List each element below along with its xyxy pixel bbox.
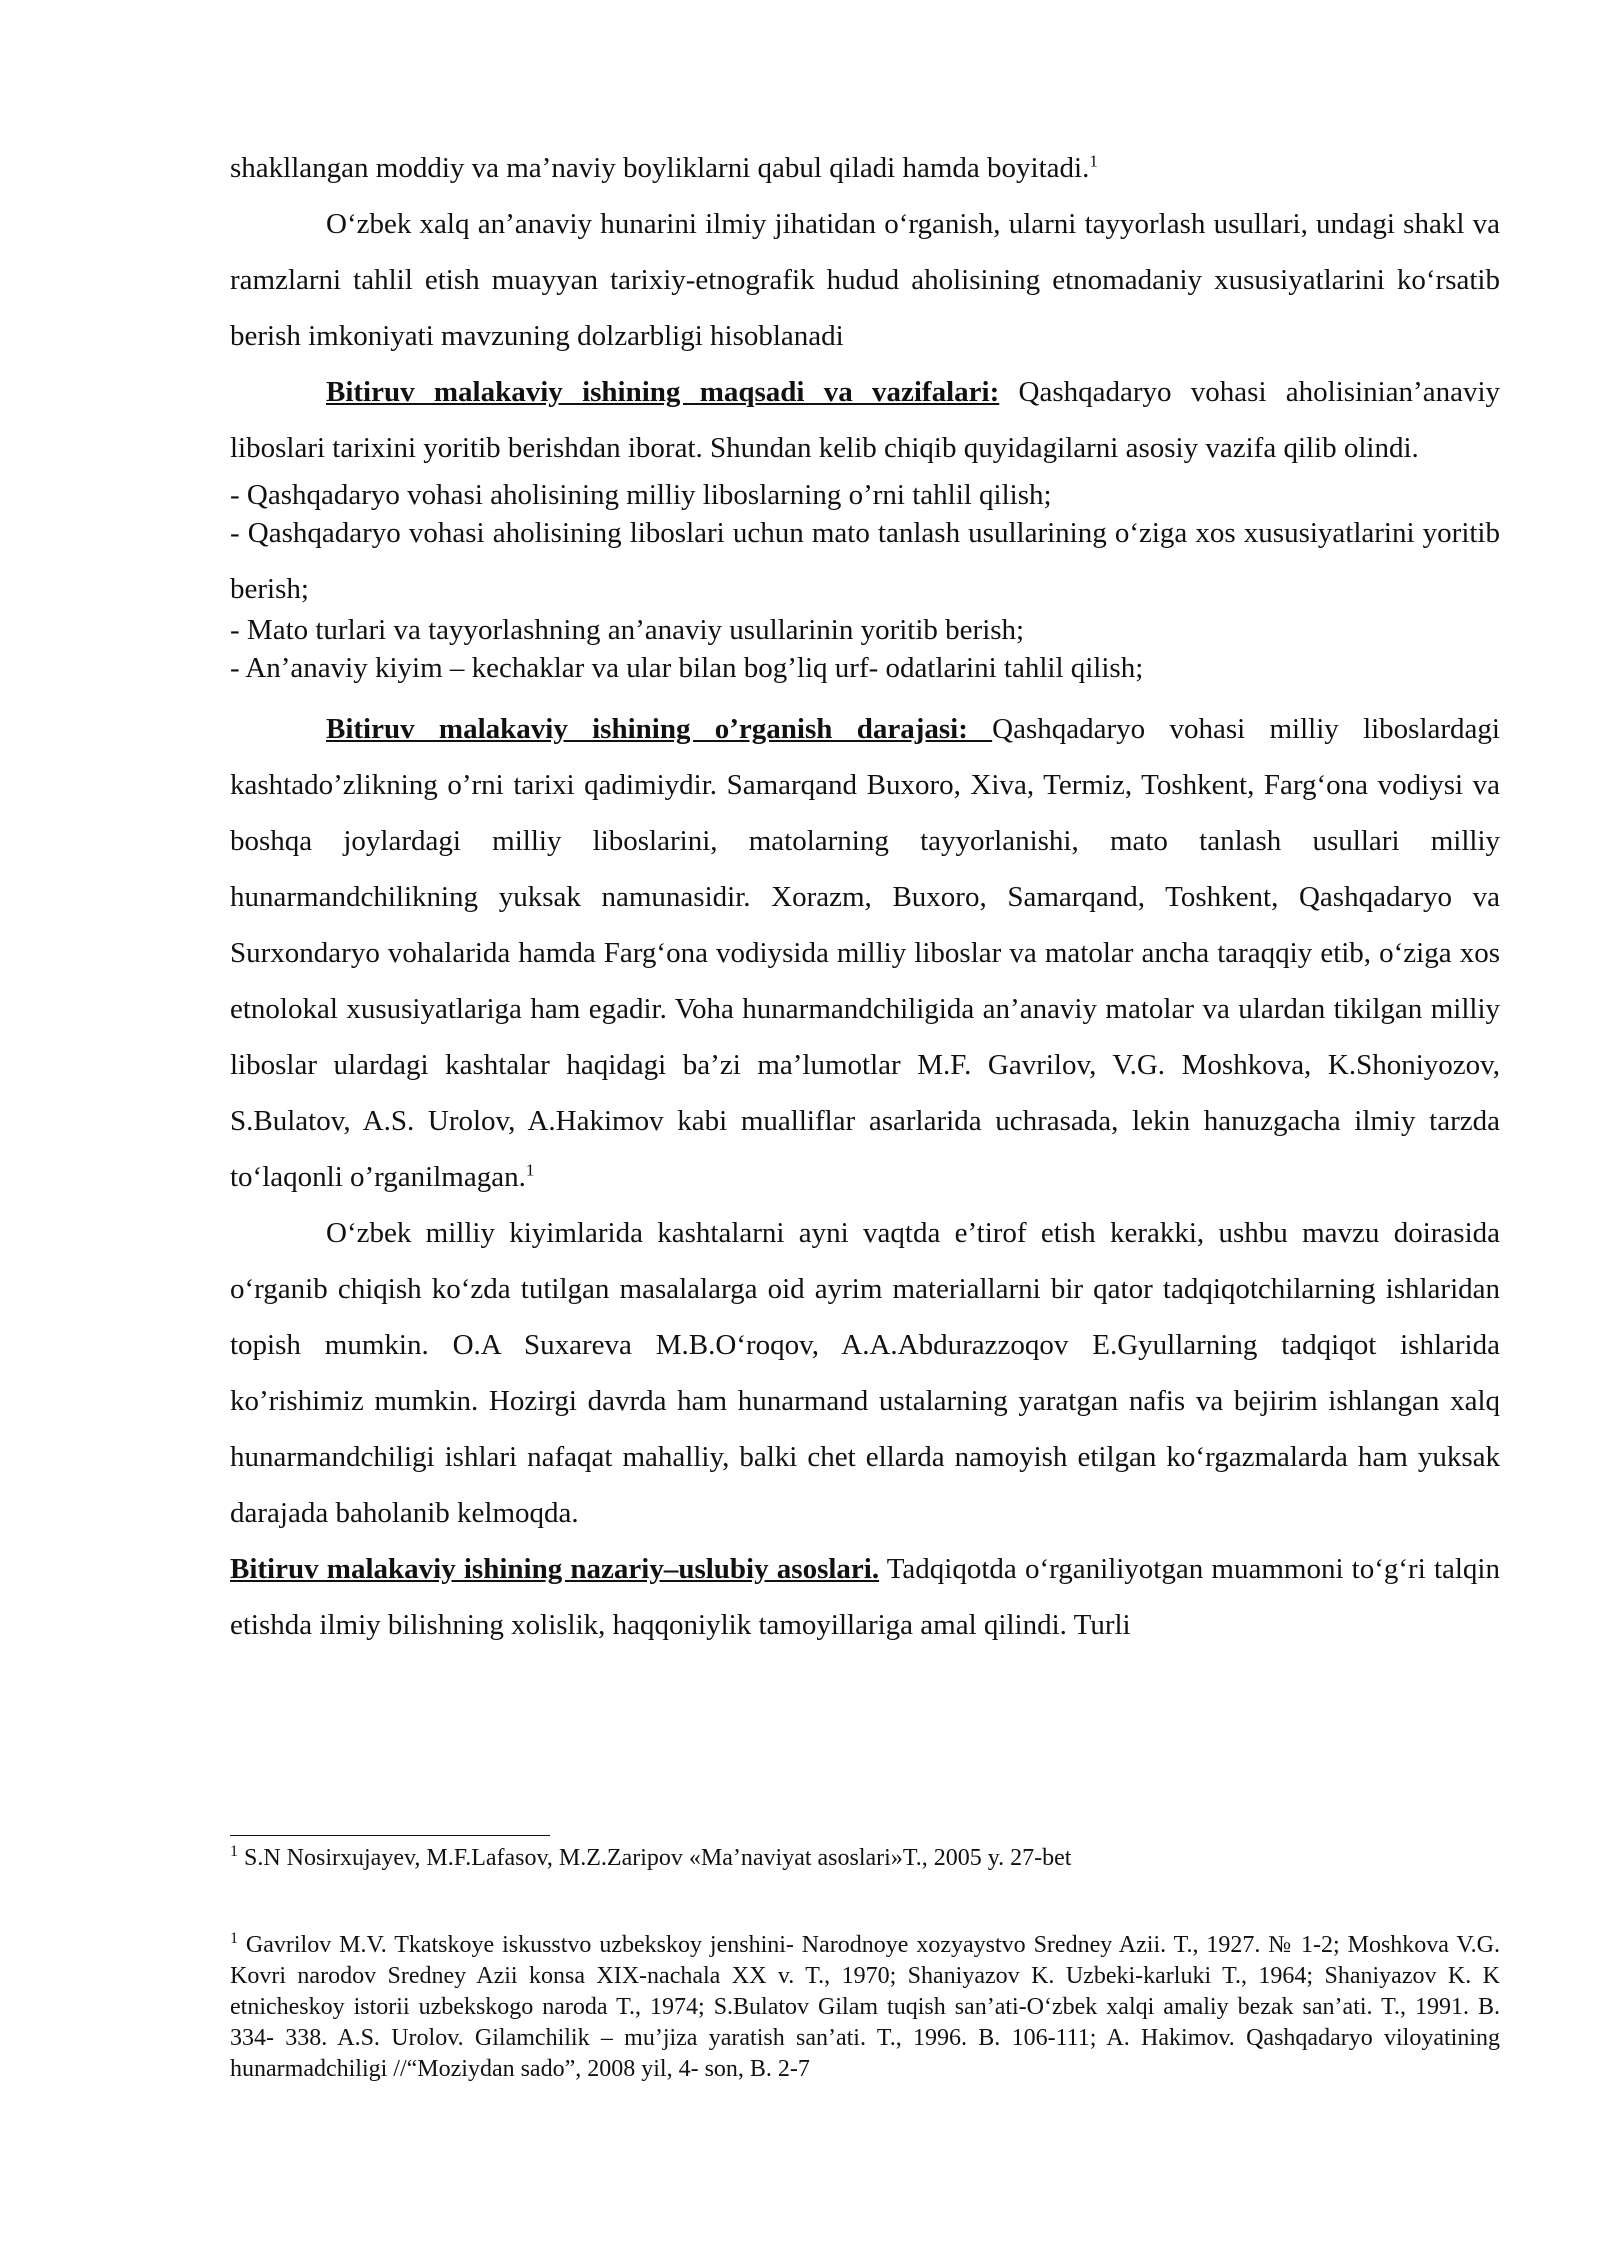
paragraph-goals	[230, 364, 1500, 476]
footnote-mark: 1	[230, 1930, 238, 1947]
footnote-separator	[230, 1835, 550, 1836]
paragraph-continuation	[230, 140, 1500, 196]
list-item: - Mato turlari va tayyorlashning an’anaviy usullarinin yoritib berish;	[230, 614, 1025, 646]
footnote	[230, 1930, 1500, 2085]
paragraph-text: Qashqadaryo vohasi milliy liboslardagi kashtado’zlikning o’rni tarixi qadimiydir. Samarqand Buxoro, Xiva, Termiz, Toshkent, Farg‘ona vodiysi va boshqa joylardagi milliy liboslarini, matolarning tayyorlanishi, mato tanlash usullari milliy hunarmandchilikning yuksak namunasidir. Xorazm, Buxoro, Samarqand, Toshkent, Qashqadaryo va Surxondaryo vohalarida hamda Farg‘ona vodiysida milliy liboslar va matolar ancha taraqqiy etib, o‘ziga xos etnolokal xususiyatlariga ham egadir. Voha hunarmandchiligida an’anaviy matolar va ulardan tikilgan milliy liboslar ulardagi kashtalar haqidagi ba’zi ma’lumotlar M.F. Gavrilov, V.G. Moshkova, K.Shoniyozov, S.Bulatov, A.S. Urolov, A.Hakimov kabi mualliflar asarlarida uchrasada, lekin hanuzgacha ilmiy tarzda to‘laqonli o’rganilmagan.	[230, 713, 1500, 1193]
paragraph-text: Tadqiqotda o‘rganiliyotgan muammoni to‘g‘ri talqin etishda ilmiy bilishning xolislik, haqqoniylik tamoyillariga amal qilindi. Turli	[230, 1553, 1500, 1641]
paragraph-relevance	[230, 196, 1500, 364]
footnote-ref: 1	[1089, 151, 1098, 171]
footnote-mark: 1	[230, 1843, 238, 1860]
paragraph-methodology	[230, 1541, 1500, 1653]
paragraph-text: Qashqadaryo vohasi aholisinian’anaviy liboslari tarixini yoritib berishdan iborat. Shundan kelib chiqib quyidagilarni asosiy vazifa qilib olindi.	[230, 376, 1500, 464]
list-item: - Qashqadaryo vohasi aholisining milliy liboslarning o’rni tahlil qilish;	[230, 479, 1052, 511]
paragraph-researchers	[230, 1205, 1500, 1541]
document-body	[230, 140, 1500, 1653]
paragraph-text: O‘zbek xalq an’anaviy hunarini ilmiy jihatidan o‘rganish, ularni tayyorlash usullari, undagi shakl va ramzlarni tahlil etish muayyan tarixiy-etnografik hudud aholisining etnomadaniy xususiyatlarini ko‘rsatib berish imkoniyati mavzuning dolzarbligi hisoblanadi	[230, 208, 1500, 352]
footnote-text: S.N Nosirxujayev, M.F.Lafasov, M.Z.Zaripov «Ma’naviyat asoslari»T., 2005 y. 27-bet	[238, 1845, 1072, 1871]
section-heading-methodology: Bitiruv malakaviy ishining nazariy–uslubiy asoslari.	[230, 1553, 880, 1585]
paragraph-text: shakllangan moddiy va ma’naviy boyliklarni qabul qiladi hamda boyitadi.	[230, 152, 1090, 184]
section-heading-goals: Bitiruv malakaviy ishining maqsadi va vazifalari:	[326, 376, 1000, 408]
section-heading-study-level: Bitiruv malakaviy ishining o’rganish darajasi:	[326, 713, 993, 745]
list-item: - An’anaviy kiyim – kechaklar va ular bilan bog’liq urf- odatlarini tahlil qilish;	[230, 652, 1144, 684]
paragraph-study-level	[230, 701, 1500, 1205]
footnote	[230, 1842, 1500, 1874]
footnote-text: Gavrilov M.V. Tkatskoye iskusstvo uzbekskoy jenshini- Narodnoye xozyaystvo Sredney Azii. T., 1927. № 1-2; Moshkova V.G. Kovri narodov Sredney Azii konsa XIX-nachala XX v. T., 1970; Shaniyazov K. Uzbeki-karluki T., 1964; Shaniyazov K. K etnicheskoy istorii uzbekskogo naroda T., 1974; S.Bulatov Gilam tuqish san’ati-O‘zbek xalqi amaliy bezak san’ati. T., 1991. B. 334- 338. A.S. Urolov. Gilamchilik – mu’jiza yaratish san’ati. T., 1996. B. 106-111; A. Hakimov. Qashqadaryo viloyatining hunarmadchiligi //“Moziydan sado”, 2008 yil, 4- son, B. 2-7	[230, 1932, 1500, 2082]
paragraph-text: O‘zbek milliy kiyimlarida kashtalarni ayni vaqtda e’tirof etish kerakki, ushbu mavzu doirasida o‘rganib chiqish ko‘zda tutilgan masalalarga oid ayrim materiallarni bir qator tadqiqotchilarning ishlaridan topish mumkin. O.A Suxareva M.B.O‘roqov, A.A.Abdurazzoqov E.Gyullarning tadqiqot ishlarida ko’rishimiz mumkin. Hozirgi davrda ham hunarmand ustalarning yaratgan nafis va bejirim ishlangan xalq hunarmandchiligi ishlari nafaqat mahalliy, balki chet ellarda namoyish etilgan ko‘rgazmalarda ham yuksak darajada baholanib kelmoqda.	[230, 1217, 1500, 1529]
list-item: - Qashqadaryo vohasi aholisining liboslari uchun mato tanlash usullarining o‘ziga xos xususiyatlarini yoritib berish;	[230, 517, 1500, 605]
footnote-ref: 1	[525, 1160, 535, 1180]
